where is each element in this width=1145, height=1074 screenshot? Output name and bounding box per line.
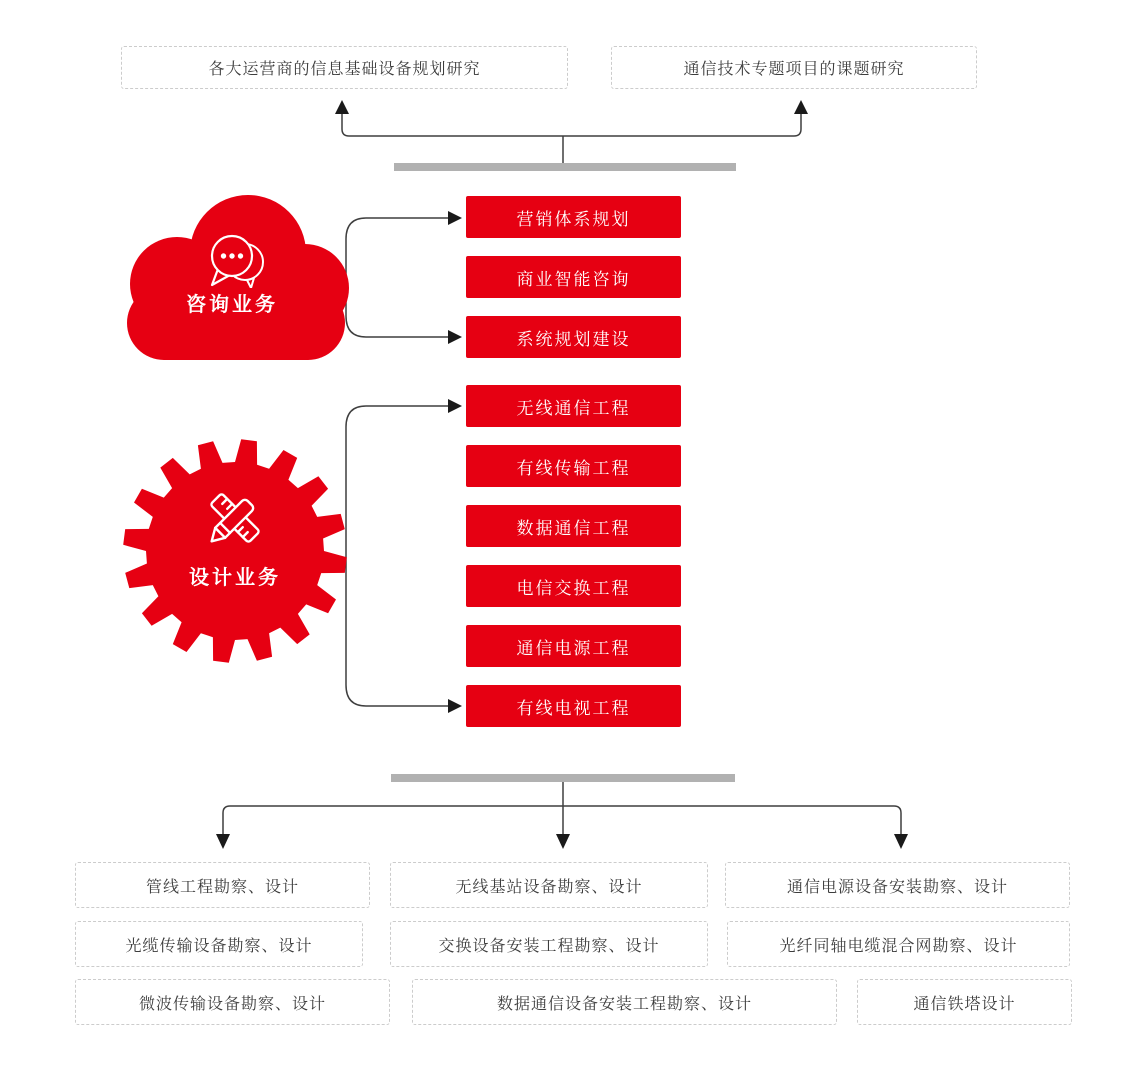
survey-box-pipeline-label: 管线工程勘察、设计 <box>145 878 299 896</box>
arrowhead-consulting-1 <box>448 211 462 225</box>
down-connector-left <box>223 806 563 834</box>
design-item-1-label: 无线通信工程 <box>516 398 631 418</box>
divider-bar-bottom <box>391 774 735 782</box>
survey-box-pipeline <box>75 862 370 908</box>
survey-box-hfc-network-label: 光纤同轴电缆混合网勘察、设计 <box>779 937 1018 955</box>
survey-box-tower-design-label: 通信铁塔设计 <box>913 995 1016 1013</box>
down-connector <box>223 782 901 834</box>
up-connector <box>342 114 801 165</box>
consulting-label: 咨询业务 <box>186 294 278 316</box>
survey-box-optical-cable <box>75 921 363 967</box>
survey-box-optical-cable-label: 光缆传输设备勘察、设计 <box>125 937 313 955</box>
survey-box-data-comm-install <box>412 979 837 1025</box>
gear-connector <box>346 406 448 706</box>
survey-box-microwave <box>75 979 390 1025</box>
design-item-3-label: 数据通信工程 <box>516 518 631 538</box>
down-connector-right <box>563 806 901 834</box>
arrowhead-down-center <box>556 834 570 849</box>
research-box-projects-label: 通信技术专题项目的课题研究 <box>683 61 905 78</box>
design-item-2-label: 有线传输工程 <box>516 458 631 478</box>
design-item-1 <box>466 385 681 427</box>
consulting-item-1-label: 营销体系规划 <box>516 209 631 229</box>
arrowhead-consulting-3 <box>448 330 462 344</box>
consulting-cloud <box>115 190 349 362</box>
survey-box-wireless-base <box>390 862 708 908</box>
design-item-4 <box>466 565 681 607</box>
survey-box-tower-design <box>857 979 1072 1025</box>
arrowhead-design-6 <box>448 699 462 713</box>
gear-connector-bottom <box>346 550 448 706</box>
consulting-item-3-label: 系统规划建设 <box>516 329 631 349</box>
consulting-item-2 <box>466 256 681 298</box>
survey-box-power-install <box>725 862 1070 908</box>
arrowhead-up-left <box>335 100 349 114</box>
survey-box-switching-label: 交换设备安装工程勘察、设计 <box>438 937 660 955</box>
design-item-3 <box>466 505 681 547</box>
design-item-6-label: 有线电视工程 <box>516 698 631 718</box>
design-label: 设计业务 <box>189 567 281 589</box>
cloud-connector-bottom <box>346 282 448 337</box>
consulting-item-1 <box>466 196 681 238</box>
design-item-2 <box>466 445 681 487</box>
design-item-4-label: 电信交换工程 <box>516 578 631 598</box>
divider-bar-top <box>394 163 736 171</box>
research-box-operators <box>121 46 568 89</box>
consulting-item-2-label: 商业智能咨询 <box>516 269 631 289</box>
arrowhead-down-right <box>894 834 908 849</box>
pencil-ruler-icon <box>199 482 271 554</box>
survey-box-data-comm-install-label: 数据通信设备安装工程勘察、设计 <box>496 995 752 1013</box>
survey-box-wireless-base-label: 无线基站设备勘察、设计 <box>455 878 643 896</box>
research-box-operators-label: 各大运营商的信息基础设备规划研究 <box>208 61 481 78</box>
chat-bubbles-icon <box>201 228 267 288</box>
survey-box-power-install-label: 通信电源设备安装勘察、设计 <box>786 878 1008 896</box>
arrowhead-design-1 <box>448 399 462 413</box>
up-connector-left <box>342 114 563 136</box>
cloud-connector <box>346 218 448 337</box>
up-connector-right <box>563 114 801 136</box>
design-item-6 <box>466 685 681 727</box>
survey-box-microwave-label: 微波传输设备勘察、设计 <box>138 995 326 1013</box>
research-box-projects <box>611 46 977 89</box>
survey-box-hfc-network <box>727 921 1070 967</box>
arrowhead-up-right <box>794 100 808 114</box>
arrowhead-down-left <box>216 834 230 849</box>
design-item-5-label: 通信电源工程 <box>516 638 631 658</box>
design-gear <box>121 437 349 665</box>
gear-connector-top <box>346 406 448 550</box>
survey-box-switching <box>390 921 708 967</box>
consulting-item-3 <box>466 316 681 358</box>
design-item-5 <box>466 625 681 667</box>
cloud-connector-top <box>346 218 448 278</box>
